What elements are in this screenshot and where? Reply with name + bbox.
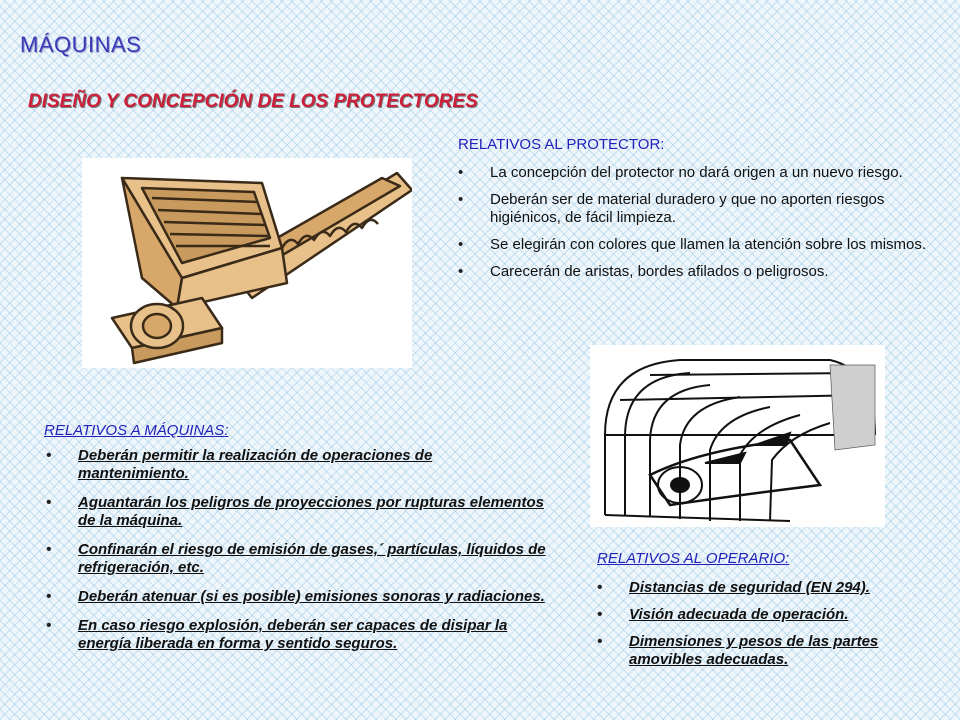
operator-list xyxy=(597,579,937,678)
page-subtitle: DISEÑO Y CONCEPCIÓN DE LOS PROTECTORES xyxy=(28,91,478,112)
operator-heading: RELATIVOS AL OPERARIO: xyxy=(597,550,790,567)
list-item: • Carecerán de aristas, bordes afilados o peligrosos. xyxy=(458,263,928,281)
protector-list xyxy=(458,164,928,290)
list-item: • Distancias de seguridad (EN 294). xyxy=(597,579,937,597)
list-item: • Dimensiones y pesos de las partes amovibles adecuadas. xyxy=(597,633,937,669)
list-item: • En caso riesgo explosión, deberán ser capaces de disipar la energía liberada en forma y sentido seguros. xyxy=(46,617,546,653)
tunnel-guard-illustration xyxy=(590,345,885,527)
machines-list xyxy=(46,447,546,664)
list-item: • Deberán ser de material duradero y que no aporten riesgos higiénicos, de fácil limpieza. xyxy=(458,191,928,227)
list-item: • Se elegirán con colores que llamen la atención sobre los mismos. xyxy=(458,236,928,254)
list-item: • Deberán atenuar (si es posible) emisiones sonoras y radiaciones. xyxy=(46,588,546,606)
list-item: • Confinarán el riesgo de emisión de gases,´ partículas, líquidos de refrigeración, etc. xyxy=(46,541,546,577)
hopper-conveyor-drawing xyxy=(82,158,412,368)
page-title: MÁQUINAS xyxy=(20,32,142,57)
protector-heading: RELATIVOS AL PROTECTOR: xyxy=(458,136,665,153)
list-item: • Aguantarán los peligros de proyecciones por rupturas elementos de la máquina. xyxy=(46,494,546,530)
machines-heading: RELATIVOS A MÁQUINAS: xyxy=(44,422,229,439)
tunnel-guard-drawing xyxy=(590,345,885,527)
list-item: • Visión adecuada de operación. xyxy=(597,606,937,624)
hopper-conveyor-illustration xyxy=(82,158,412,368)
list-item: • Deberán permitir la realización de operaciones de mantenimiento. xyxy=(46,447,546,483)
list-item: • La concepción del protector no dará origen a un nuevo riesgo. xyxy=(458,164,928,182)
